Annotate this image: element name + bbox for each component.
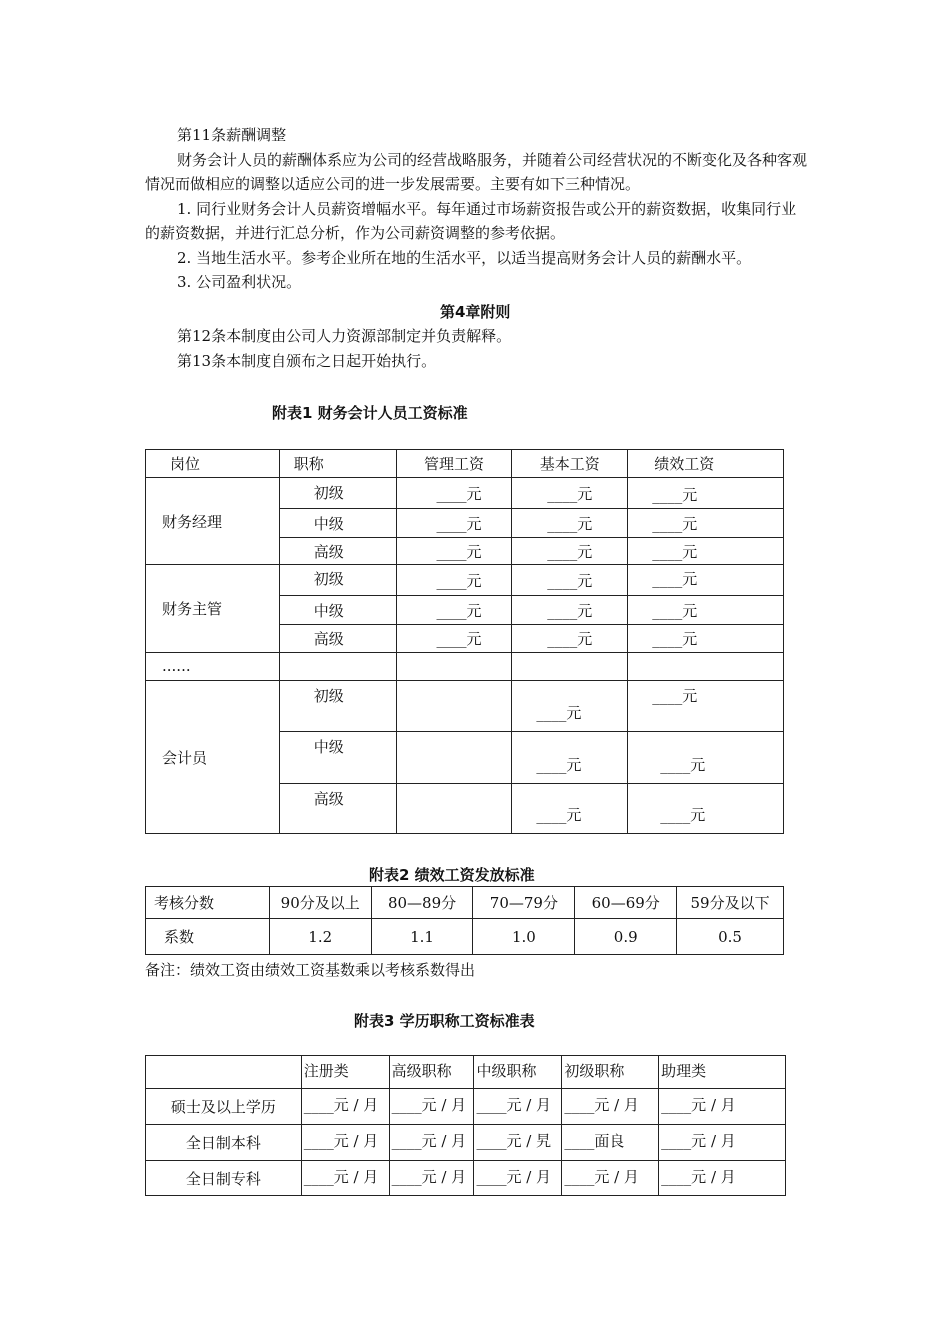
value-cell: ____元 / 月 [474, 1161, 562, 1196]
paragraph: 3. 公司盈利状况。 [177, 273, 302, 291]
value-cell: 1.0 [473, 919, 575, 955]
value-cell: ____元 [628, 538, 784, 565]
header-cell: 90分及以上 [269, 887, 371, 919]
value-cell: ____元 [512, 681, 628, 732]
value-cell: ____元 [512, 509, 628, 538]
value-cell: ____元 [628, 509, 784, 538]
chapter-4-title: 第4章附则 [440, 303, 511, 321]
value-cell: ____元 / 月 [301, 1089, 389, 1125]
article-13: 第13条本制度自颁布之日起开始执行。 [177, 352, 437, 370]
level-cell: 高级 [279, 625, 396, 653]
header-cell: 职称 [279, 450, 396, 478]
value-cell: ____元 / 旯 [474, 1125, 562, 1161]
header-cell: 中级职称 [474, 1056, 562, 1089]
value-cell: ____元 [396, 565, 512, 596]
value-cell: ____元 / 月 [389, 1125, 474, 1161]
level-cell: 中级 [279, 596, 396, 625]
group-cell: 财务主管 [146, 565, 280, 653]
value-cell: ____元 / 月 [562, 1089, 659, 1125]
value-cell: ____元 [628, 625, 784, 653]
level-cell: 初级 [279, 565, 396, 596]
group-cell: 财务经理 [146, 478, 280, 565]
row-label: 硕士及以上学历 [146, 1089, 302, 1125]
paragraph: 1. 同行业财务会计人员薪资增幅水平。每年通过市场薪资报告或公开的薪资数据，收集同行业的薪资数据，并进行汇总分析，作为公司薪资调整的参考依据。 [145, 199, 797, 242]
value-cell: ____元 [628, 596, 784, 625]
table2-note: 备注：绩效工资由绩效工资基数乘以考核系数得出 [145, 961, 476, 979]
value-cell: ____元 [396, 478, 512, 509]
performance-pay-table [145, 886, 784, 955]
header-cell: 绩效工资 [628, 450, 784, 478]
value-cell: ____元 [512, 538, 628, 565]
header-cell: 70—79分 [473, 887, 575, 919]
value-cell: ____元 [396, 509, 512, 538]
level-cell: 高级 [279, 784, 396, 834]
header-cell: 岗位 [146, 450, 280, 478]
value-cell: ____元 [396, 538, 512, 565]
value-cell: 1.1 [371, 919, 473, 955]
table1-caption: 附表1 财务会计人员工资标准 [272, 404, 468, 422]
value-cell: ____元 [628, 784, 784, 834]
section-11 [145, 123, 807, 295]
section-11-title: 第11条薪酬调整 [177, 126, 287, 144]
value-cell: ____元 [512, 625, 628, 653]
value-cell: ____元 / 月 [562, 1161, 659, 1196]
value-cell: ____元 / 月 [301, 1125, 389, 1161]
value-cell: ____元 [628, 565, 784, 596]
level-cell: 初级 [279, 478, 396, 509]
header-cell: 80—89分 [371, 887, 473, 919]
value-cell: ____元 [628, 478, 784, 509]
value-cell: ____元 [512, 596, 628, 625]
header-cell: 管理工资 [396, 450, 512, 478]
header-cell: 60—69分 [575, 887, 677, 919]
header-cell: 59分及以下 [677, 887, 784, 919]
level-cell: 高级 [279, 538, 396, 565]
value-cell: ____元 / 月 [389, 1161, 474, 1196]
value-cell: ____元 [512, 565, 628, 596]
value-cell: ____元 [396, 596, 512, 625]
value-cell: ____元 [512, 784, 628, 834]
row-label: 全日制专科 [146, 1161, 302, 1196]
value-cell: ____元 / 月 [659, 1161, 786, 1196]
row-label: 全日制本科 [146, 1125, 302, 1161]
value-cell: ____元 [628, 732, 784, 784]
level-cell: 中级 [279, 732, 396, 784]
level-cell: 中级 [279, 509, 396, 538]
value-cell: ____元 [628, 681, 784, 732]
article-12: 第12条本制度由公司人力资源部制定并负责解释。 [177, 327, 512, 345]
group-cell: 会计员 [146, 681, 280, 834]
value-cell: ____元 / 月 [659, 1125, 786, 1161]
value-cell: 0.9 [575, 919, 677, 955]
value-cell: 1.2 [269, 919, 371, 955]
value-cell: ____元 / 月 [474, 1089, 562, 1125]
header-cell: 初级职称 [562, 1056, 659, 1089]
level-cell: 初级 [279, 681, 396, 732]
header-cell: 助理类 [659, 1056, 786, 1089]
row-label: 系数 [146, 919, 270, 955]
header-cell: 考核分数 [146, 887, 270, 919]
value-cell: ____元 [512, 732, 628, 784]
value-cell: ____元 [512, 478, 628, 509]
value-cell: 0.5 [677, 919, 784, 955]
group-cell: ...... [146, 653, 280, 681]
value-cell: ____元 / 月 [659, 1089, 786, 1125]
header-cell: 高级职称 [389, 1056, 474, 1089]
salary-standard-table [145, 449, 784, 834]
table3-caption: 附表3 学历职称工资标准表 [354, 1012, 535, 1030]
value-cell: ____元 / 月 [389, 1089, 474, 1125]
education-title-table [145, 1055, 786, 1196]
header-cell: 基本工资 [512, 450, 628, 478]
value-cell: ____面良 [562, 1125, 659, 1161]
header-cell: 注册类 [301, 1056, 389, 1089]
value-cell: ____元 / 月 [301, 1161, 389, 1196]
table2-caption: 附表2 绩效工资发放标准 [369, 866, 535, 884]
paragraph: 2. 当地生活水平。参考企业所在地的生活水平，以适当提高财务会计人员的薪酬水平。 [177, 248, 752, 267]
value-cell: ____元 [396, 625, 512, 653]
paragraph: 财务会计人员的薪酬体系应为公司的经营战略服务，并随着公司经营状况的不断变化及各种客观情况而做相应的调整以适应公司的进一步发展需要。主要有如下三种情况。 [145, 150, 808, 193]
